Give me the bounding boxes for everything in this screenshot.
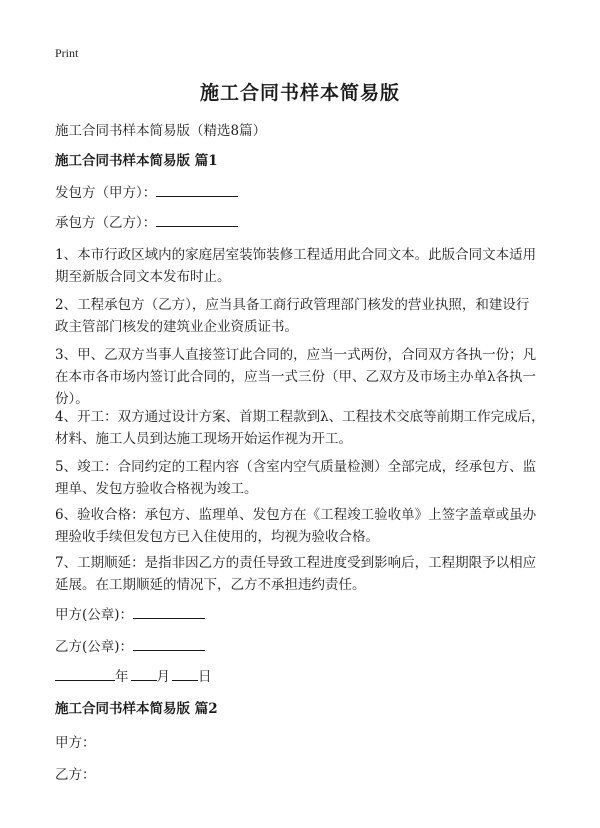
clause-4-line-2: 材料、施工人员到达施工现场开始运作视为开工。 bbox=[55, 431, 352, 447]
print-link[interactable]: Print bbox=[55, 46, 79, 60]
clause-5-line-2: 理单、发包方验收合格视为竣工。 bbox=[55, 481, 258, 497]
date-day-label: 日 bbox=[198, 669, 212, 685]
clause-5 bbox=[55, 456, 555, 500]
clause-1 bbox=[55, 244, 555, 288]
section-2-party-b: 乙方： bbox=[55, 767, 96, 783]
clause-2-line-2: 政主管部门核发的建筑业企业资质证书。 bbox=[55, 319, 298, 335]
date-year-blank bbox=[55, 666, 115, 681]
document-subtitle: 施工合同书样本简易版（精选8篇） bbox=[55, 123, 267, 139]
clause-5-line-1: 5、竣工：合同约定的工程内容（含室内空气质量检测）全部完成，经承包方、监 bbox=[55, 459, 537, 475]
date-line bbox=[55, 666, 555, 688]
page-title: 施工合同书样本简易版 bbox=[199, 82, 400, 104]
clause-3-line-2: 在本市各市场内签订此合同的，应当一式三份（甲、乙双方及市场主办单λ各执一 bbox=[55, 369, 537, 385]
clause-6 bbox=[55, 504, 555, 548]
seal-b-line bbox=[55, 636, 555, 658]
clause-1-line-1: 1、本市行政区域内的家庭居室装饰装修工程适用此合同文本。此版合同文本适用 bbox=[55, 247, 537, 263]
section-1-heading: 施工合同书样本简易版 篇1 bbox=[55, 153, 218, 169]
clause-2 bbox=[55, 294, 555, 338]
clause-3 bbox=[55, 344, 555, 410]
section-2-party-a: 甲方： bbox=[55, 735, 96, 751]
date-day-blank bbox=[172, 666, 198, 681]
party-b-label: 承包方（乙方）： bbox=[55, 215, 157, 231]
clause-4-line-1: 4、开工：双方通过设计方案、首期工程款到λ、工程技术交底等前期工作完成后， bbox=[55, 409, 545, 425]
seal-a-blank bbox=[133, 604, 205, 619]
clause-3-line-3: 份）。 bbox=[55, 391, 89, 407]
party-b-blank bbox=[156, 212, 238, 227]
seal-b-label: 乙方(公章)： bbox=[55, 639, 134, 655]
clause-7-line-2: 延展。在工期顺延的情况下，乙方不承担违约责任。 bbox=[55, 577, 366, 593]
party-a-label: 发包方（甲方）： bbox=[55, 185, 157, 201]
seal-a-line bbox=[55, 604, 555, 626]
seal-b-blank bbox=[133, 636, 205, 651]
clause-4 bbox=[55, 406, 555, 450]
clause-6-line-1: 6、验收合格：承包方、监理单、发包方在《工程竣工验收单》上签字盖章或虽办 bbox=[55, 507, 537, 523]
party-b-line bbox=[55, 212, 555, 234]
party-a-line bbox=[55, 182, 555, 204]
clause-3-line-1: 3、甲、乙双方当事人直接签订此合同的，应当一式两份，合同双方各执一份；凡 bbox=[55, 347, 537, 363]
seal-a-label: 甲方(公章)： bbox=[55, 607, 134, 623]
date-month-blank bbox=[131, 666, 157, 681]
clause-7-line-1: 7、工期顺延：是指非因乙方的责任导致工程进度受到影响后，工程期限予以相应 bbox=[55, 555, 537, 571]
date-month-label: 月 bbox=[156, 669, 170, 685]
party-a-blank bbox=[156, 182, 238, 197]
clause-1-line-2: 期至新版合同文本发布时止。 bbox=[55, 269, 231, 285]
clause-2-line-1: 2、工程承包方（乙方），应当具备工商行政管理部门核发的营业执照，和建设行 bbox=[55, 297, 530, 313]
date-year-label: 年 bbox=[115, 669, 129, 685]
clause-7 bbox=[55, 552, 555, 596]
section-2-heading: 施工合同书样本简易版 篇2 bbox=[55, 701, 218, 717]
clause-6-line-2: 理验收手续但发包方已入住使用的，均视为验收合格。 bbox=[55, 529, 379, 545]
